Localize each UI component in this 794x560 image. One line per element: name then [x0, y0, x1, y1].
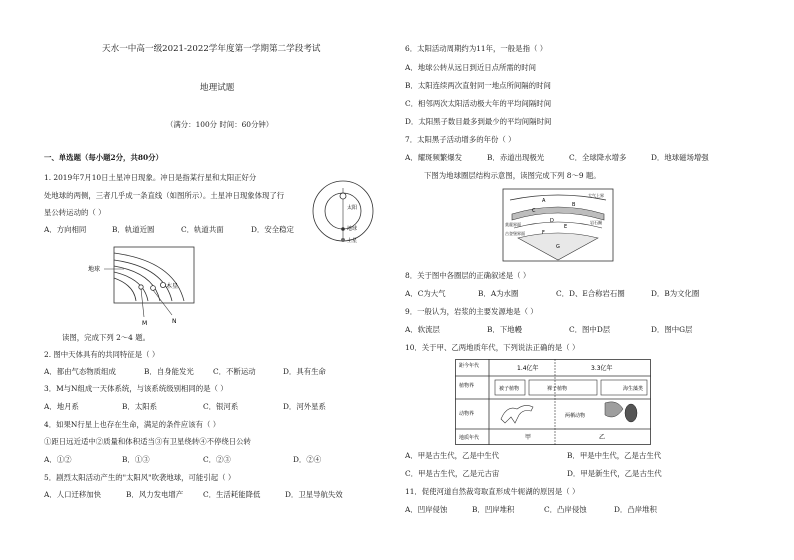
q4-option-d: D．②④: [293, 455, 322, 464]
exam-meta: （满分：100分 时间：60分钟）: [166, 120, 274, 129]
q9-stem: 9．一般认为，岩浆的主要发源地是（ ）: [405, 307, 538, 316]
era-yi-label: 乙: [599, 434, 606, 441]
q3-option-b: B．太阳系: [122, 402, 157, 411]
now-header-label: 距今年代: [459, 363, 480, 369]
q10-option-b: B．甲是中生代，乙是古生代: [567, 451, 662, 460]
note-q2-4: 读图，完成下列 2～4 题。: [62, 333, 151, 342]
q11-option-d: D．凸岸堆积: [614, 505, 657, 514]
planetary-orbit-diagram: [86, 245, 196, 329]
q4-stem: 4．如果N行星上也存在生命，满足的条件应该有（ ）: [44, 420, 221, 429]
q10-option-d: D．甲是新生代，乙是古生代: [567, 469, 662, 478]
q8-stem: 8．关于图中各圈层的正确叙述是（ ）: [405, 271, 531, 280]
q8-option-a: A．C为大气: [405, 289, 446, 298]
q1-stem-line2: 处地球的两侧，三者几乎成一条直线（如图所示）。土星冲日现象体现了行: [44, 191, 285, 200]
q10-option-a: A．甲是古生代，乙是中生代: [405, 451, 500, 460]
plant-header-label: 植物界: [459, 383, 475, 389]
amphibian-label: 两栖动物: [565, 413, 586, 419]
q9-option-a: A．软流层: [405, 325, 440, 334]
q2-stem: 2. 图中天体具有的共同特征是（ ）: [44, 350, 160, 359]
gutenberg-label: 古登堡界面: [505, 231, 525, 236]
n-pointer: [153, 290, 172, 315]
q7-option-a: A．耀斑频繁爆发: [405, 153, 463, 162]
earth-label: 地球: [347, 226, 358, 232]
q5-option-d: D．卫星导航失效: [285, 490, 343, 499]
q1-option-b: B．轨道近圆: [112, 225, 155, 234]
q11-option-a: A．凹岸侵蚀: [405, 505, 448, 514]
q2-option-a: A．都由气态物质组成: [44, 367, 116, 376]
angiosperm-label: 被子植物: [499, 386, 520, 392]
sun-label: 太阳: [347, 205, 358, 211]
layer-d-label: D: [550, 218, 554, 224]
q4-option-a: A．①②: [44, 455, 72, 464]
q3-option-d: D．河外星系: [283, 402, 326, 411]
saturn-symbol: [341, 238, 345, 242]
q10-stem: 10．关于甲、乙两地质年代，下列说法正确的是（ ）: [405, 343, 580, 352]
planet-m: [139, 285, 143, 289]
q4-conditions: ①距日远近适中②质量和体积适当③有卫星绕转④不停绕日公转: [44, 437, 251, 446]
jupiter-label: 木星: [166, 283, 179, 290]
q1-option-a: A．方向相同: [44, 225, 87, 234]
q8-option-b: B．A为水圈: [478, 289, 519, 298]
layer-b-label: B: [572, 202, 576, 208]
conjunction-diagram: [310, 178, 376, 244]
q6-option-d: D．太阳黑子数目最多到最少的平均间隔时间: [405, 117, 552, 126]
jupiter-symbol: [160, 282, 165, 287]
m-label: M: [142, 320, 148, 327]
q1-option-d: D．安全稳定: [251, 225, 294, 234]
q10-option-c: C．甲是古生代，乙是元古宙: [405, 469, 500, 478]
q11-option-b: B．凹岸堆积: [472, 505, 515, 514]
q3-stem: 3．M与N组成一天体系统，与该系统级别相同的是（ ）: [44, 384, 228, 393]
q9-option-c: C．图中D层: [569, 325, 611, 334]
layer-g-label: G: [556, 244, 560, 250]
q8-option-d: D．B为文化圈: [651, 289, 700, 298]
earth-layers-diagram: [502, 188, 614, 262]
n-label: N: [172, 318, 177, 325]
algae-label: 海生藻类: [623, 386, 644, 392]
orbit-2: [114, 260, 172, 301]
q8-option-c: C．D、E合称岩石圈: [556, 289, 625, 298]
q6-option-a: A．地球公转从远日到近日点所需的时间: [405, 63, 536, 72]
q5-option-a: A．人口迁移加快: [44, 490, 102, 499]
lithosphere-label: 岩石圈: [590, 220, 602, 225]
planet-n: [151, 286, 156, 291]
layer-c-label: C: [532, 208, 536, 214]
trilobite-icon: [625, 404, 637, 422]
q11-option-c: C．凸岸侵蚀: [544, 505, 587, 514]
orbit-1: [114, 253, 184, 301]
q2-option-d: D．具有生命: [283, 367, 326, 376]
saturn-label: 土星: [347, 238, 358, 244]
q2-option-b: B．自身能发光: [144, 367, 194, 376]
orbit-3: [114, 266, 160, 301]
orbit-5: [114, 278, 136, 301]
layer-e-label: E: [564, 224, 568, 230]
q1-stem-line1: 1. 2019年7月10日土星冲日现象。冲日是指某行星和太阳正好分: [44, 173, 257, 182]
q1-stem-line3: 星公转运动的（ ）: [44, 208, 106, 217]
layer-a-label: A: [542, 198, 546, 204]
q1-option-c: C．轨道共面: [181, 225, 224, 234]
q4-option-c: C．②③: [203, 455, 231, 464]
table-frame: [456, 360, 651, 445]
atmosphere-label: 大气上界: [588, 193, 604, 198]
era-header-label: 地质年代: [459, 435, 480, 441]
earth-symbol: [341, 227, 345, 231]
q7-option-c: C．全球降水增多: [569, 153, 627, 162]
q7-option-d: D．地球磁场增强: [651, 153, 709, 162]
subject-title: 地理试题: [200, 83, 235, 93]
q3-option-a: A．地月系: [44, 402, 79, 411]
q6-stem: 6．太阳活动周期约为11年，一般是指（ ）: [405, 44, 548, 53]
time-2-label: 3.3亿年: [591, 365, 613, 372]
q6-option-b: B．太阳连续两次直射同一地点所间隔的时间: [405, 81, 551, 90]
q9-option-b: B．下地幔: [487, 325, 522, 334]
moho-label: 莫霍界面: [505, 222, 521, 227]
q2-option-c: C．不断运动: [213, 367, 256, 376]
earth-label: 地球: [88, 266, 101, 273]
q11-stem: 11．促使河道自然裁弯取直形成牛轭湖的原因是（ ）: [405, 487, 580, 496]
q5-option-c: C．生活耗能降低: [203, 490, 261, 499]
sun-symbol: [340, 193, 346, 199]
q5-stem: 5．剧烈太阳活动产生的"太阳风"吹袭地球，可能引起（ ）: [44, 473, 236, 482]
gymnosperm-label: 裸子植物: [547, 386, 568, 392]
geologic-era-table: [455, 359, 651, 445]
era-jia-label: 甲: [525, 434, 532, 441]
q4-option-b: B．①③: [122, 455, 150, 464]
q5-option-b: B．风力发电增产: [126, 490, 184, 499]
q7-stem: 7．太阳黑子活动增多的年份（ ）: [405, 135, 516, 144]
layer-f-label: F: [542, 230, 545, 236]
exam-title: 天水一中高一级2021-2022学年度第一学期第二学段考试: [102, 44, 321, 54]
q9-option-d: D．图中G层: [651, 325, 693, 334]
section-heading: 一、单选题（每小题2分，共80分）: [44, 153, 163, 162]
q6-option-c: C．相邻两次太阳活动极大年的平均间隔时间: [405, 99, 552, 108]
q3-option-c: C．银河系: [203, 402, 239, 411]
q7-option-b: B．赤道出现极光: [487, 153, 545, 162]
time-1-label: 1.4亿年: [517, 365, 539, 372]
note-q8-9: 下图为地球圈层结构示意图，读图完成下列 8～9 题。: [424, 171, 601, 180]
animal-header-label: 动物界: [459, 411, 475, 417]
